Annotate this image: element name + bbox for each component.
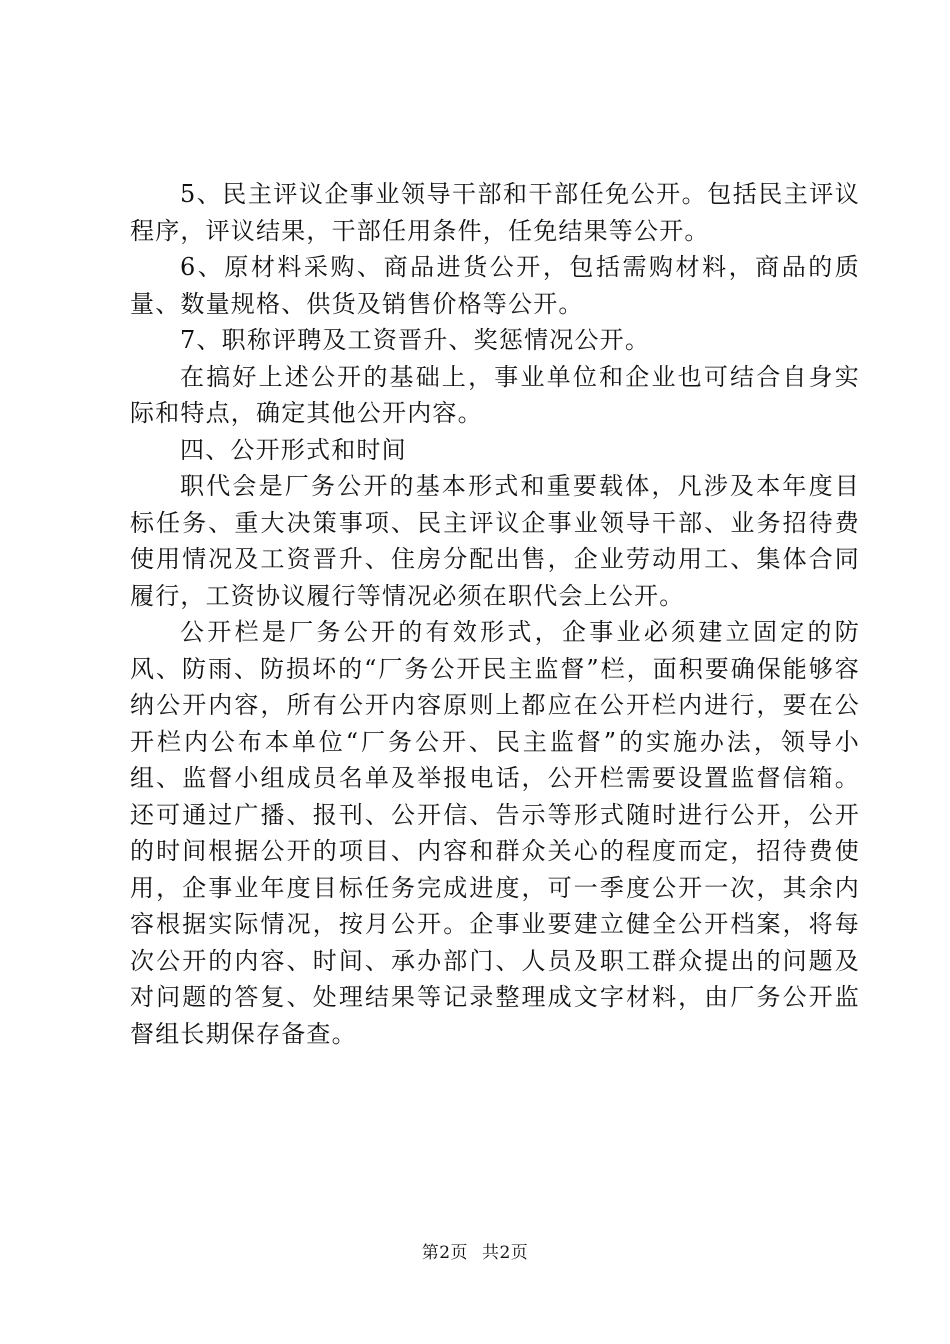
- document-body: [130, 176, 860, 1052]
- paragraph-item-6: 6、原材料采购、商品进货公开，包括需购材料，商品的质量、数量规格、供货及销售价格等公开。: [130, 253, 860, 318]
- paragraph-workers-congress: 职代会是厂务公开的基本形式和重要载体，凡涉及本年度目标任务、重大决策事项、民主评议企事业领导干部、业务招待费使用情况及工资晋升、住房分配出售，企业劳动用工、集体合同履行，工资协议履行等情况必须在职代会上公开。: [130, 472, 860, 610]
- paragraph-item-5: 5、民主评议企事业领导干部和干部任免公开。包括民主评议程序，评议结果，干部任用条件，任免结果等公开。: [130, 180, 860, 245]
- section-heading: 四、公开形式和时间: [180, 435, 407, 464]
- page-footer: [0, 1238, 950, 1263]
- paragraph-notice-board: 公开栏是厂务公开的有效形式，企事业必须建立固定的防风、防雨、防损坏的“厂务公开民主监督”栏，面积要确保能够容纳公开内容，所有公开内容原则上都应在公开栏内进行，要在公开栏内公布本单位“厂务公开、民主监督”的实施办法，领导小组、监督小组成员名单及举报电话，公开栏需要设置监督信箱。还可通过广播、报刊、公开信、告示等形式随时进行公开，公开的时间根据公开的项目、内容和群众关心的程度而定，招待费使用，企事业年度目标任务完成进度，可一季度公开一次，其余内容根据实际情况，按月公开。企事业要建立健全公开档案，将每次公开的内容、时间、承办部门、人员及职工群众提出的问题及对问题的答复、处理结果等记录整理成文字材料，由厂务公开监督组长期保存备查。: [130, 618, 860, 1048]
- paragraph-summary: 在搞好上述公开的基础上，事业单位和企业也可结合自身实际和特点，确定其他公开内容。: [130, 362, 860, 427]
- paragraph-item-7: 7、职称评聘及工资晋升、奖惩情况公开。: [180, 326, 651, 354]
- page-number: 第2页: [421, 1243, 469, 1263]
- page-total: 共2页: [481, 1243, 529, 1263]
